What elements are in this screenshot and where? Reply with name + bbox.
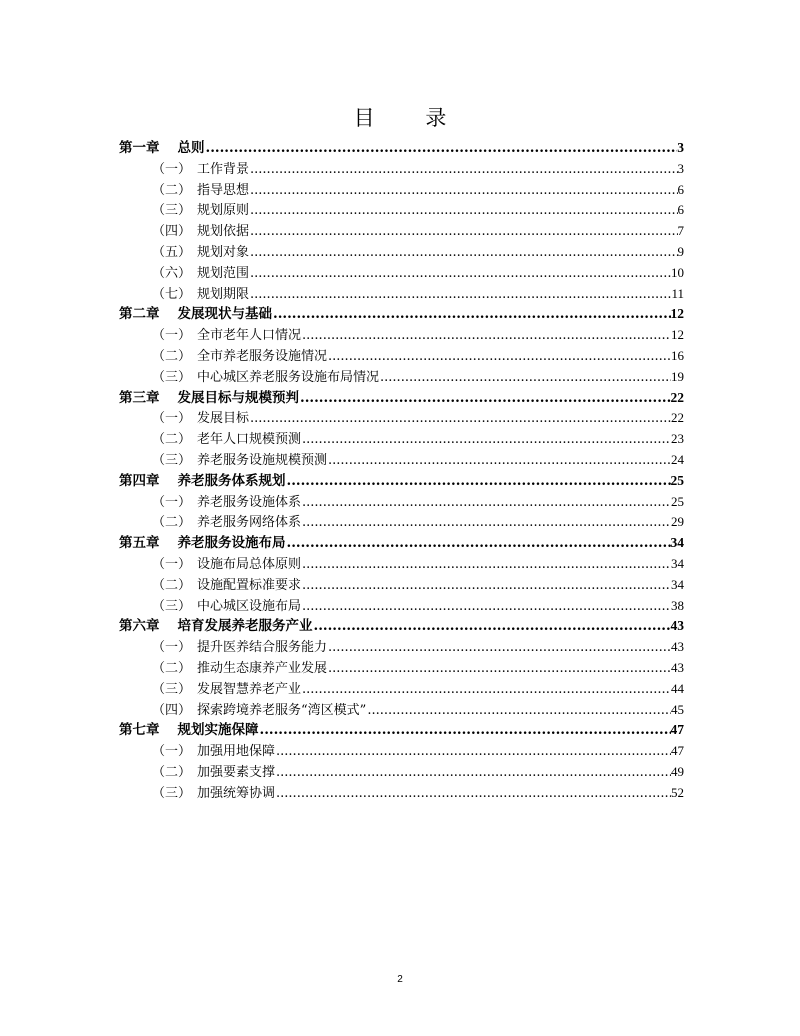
toc-entry-page: 38 — [671, 597, 684, 613]
toc-entry-label — [119, 471, 286, 492]
toc-entry-text: 推动生态康养产业发展 — [197, 660, 328, 676]
toc-dot-leader — [286, 471, 671, 492]
toc-entry-page: 45 — [671, 701, 684, 717]
toc-entry-text: 培育发展养老服务产业 — [177, 618, 313, 635]
toc-entry-label — [152, 264, 249, 284]
toc-entry-number: （三） — [152, 203, 192, 219]
toc-dot-leader — [301, 326, 671, 346]
toc-section-entry[interactable] — [119, 700, 684, 721]
toc-chapter-entry[interactable] — [119, 471, 684, 492]
toc-chapter-entry[interactable] — [119, 304, 684, 325]
toc-entry-label — [152, 784, 275, 804]
toc-section-entry[interactable] — [119, 200, 684, 221]
toc-entry-page: 12 — [671, 327, 684, 343]
toc-entry-number: （二） — [152, 515, 192, 531]
toc-section-entry[interactable] — [119, 325, 684, 346]
toc-section-entry[interactable] — [119, 596, 684, 617]
toc-dot-leader — [327, 638, 671, 658]
toc-entry-number: 第七章 — [119, 722, 160, 739]
toc-entry-number: （三） — [152, 452, 192, 468]
toc-chapter-entry[interactable] — [119, 720, 684, 741]
toc-section-entry[interactable] — [119, 367, 684, 388]
toc-entry-number: （二） — [152, 432, 192, 448]
toc-entry-label — [152, 742, 275, 762]
toc-entry-page: 25 — [670, 472, 684, 488]
toc-section-entry[interactable] — [119, 284, 684, 305]
toc-entry-page: 10 — [671, 264, 684, 280]
toc-entry-number: （三） — [152, 785, 192, 801]
toc-entry-text: 养老服务设施体系 — [197, 494, 302, 510]
toc-entry-text: 老年人口规模预测 — [197, 432, 302, 448]
toc-entry-page: 3 — [677, 140, 684, 155]
toc-entry-number: （一） — [152, 556, 192, 572]
toc-entry-text: 加强用地保障 — [197, 744, 276, 760]
toc-entry-number: （一） — [152, 744, 192, 760]
toc-dot-leader — [327, 347, 671, 367]
toc-entry-label — [152, 285, 249, 305]
toc-entry-page: 7 — [677, 223, 684, 239]
toc-dot-leader — [313, 616, 671, 637]
toc-dot-leader — [301, 555, 671, 575]
toc-entry-label — [119, 720, 259, 741]
toc-entry-label — [119, 616, 313, 637]
toc-entry-label — [152, 701, 366, 721]
toc-entry-text: 探索跨境养老服务“湾区模式” — [197, 702, 367, 718]
toc-entry-number: （三） — [152, 369, 192, 385]
toc-entry-label — [152, 451, 327, 471]
toc-entry-number: （一） — [152, 161, 192, 177]
toc-dot-leader — [249, 181, 677, 201]
toc-dot-leader — [301, 576, 671, 596]
toc-entry-label — [152, 222, 249, 242]
toc-entry-number: （三） — [152, 598, 192, 614]
toc-entry-text: 发展目标与规模预判 — [177, 389, 299, 406]
toc-entry-number: 第四章 — [119, 472, 160, 489]
toc-entry-page: 34 — [671, 576, 684, 592]
toc-dot-leader — [249, 222, 677, 242]
toc-entry-label — [152, 597, 301, 617]
toc-section-entry[interactable] — [119, 408, 684, 429]
toc-dot-leader — [301, 493, 671, 513]
toc-entry-number: 第五章 — [119, 535, 160, 552]
toc-dot-leader — [249, 160, 677, 180]
toc-dot-leader — [301, 430, 671, 450]
toc-entry-label — [152, 555, 301, 575]
toc-entry-page: 47 — [670, 722, 684, 738]
toc-dot-leader — [259, 720, 671, 741]
toc-section-entry[interactable] — [119, 679, 684, 700]
page-number: 2 — [397, 974, 403, 985]
toc-entry-label — [152, 680, 301, 700]
toc-entry-number: （二） — [152, 182, 192, 198]
toc-entry-page: 6 — [677, 202, 684, 218]
toc-dot-leader — [275, 742, 671, 762]
toc-entry-text: 规划依据 — [197, 224, 250, 240]
toc-entry-text: 养老服务设施规模预测 — [197, 452, 328, 468]
toc-entry-text: 规划实施保障 — [177, 722, 259, 739]
toc-section-entry[interactable] — [119, 575, 684, 596]
toc-entry-label — [119, 304, 272, 325]
toc-entry-label — [152, 409, 249, 429]
toc-entry-label — [152, 430, 301, 450]
toc-dot-leader — [249, 409, 671, 429]
toc-dot-leader — [272, 304, 671, 325]
toc-entry-page: 19 — [671, 368, 684, 384]
toc-entry-number: 第二章 — [119, 306, 160, 323]
toc-dot-leader — [301, 597, 671, 617]
toc-section-entry[interactable] — [119, 263, 684, 284]
toc-entry-text: 提升医养结合服务能力 — [197, 640, 328, 656]
toc-entry-number: （一） — [152, 494, 192, 510]
toc-entry-number: （七） — [152, 286, 192, 302]
toc-section-entry[interactable] — [119, 658, 684, 679]
toc-dot-leader — [249, 264, 671, 284]
toc-entry-page: 6 — [677, 181, 684, 197]
toc-entry-label — [152, 326, 301, 346]
toc-entry-label — [152, 368, 379, 388]
toc-section-entry[interactable] — [119, 429, 684, 450]
toc-entry-page: 43 — [671, 659, 684, 675]
toc-dot-leader — [205, 138, 678, 159]
toc-chapter-entry[interactable] — [119, 138, 684, 159]
toc-entry-page: 43 — [671, 639, 684, 655]
toc-entry-label — [152, 576, 301, 596]
toc-entry-number: （二） — [152, 764, 192, 780]
toc-entry-page: 44 — [671, 680, 684, 696]
toc-entry-page: 24 — [671, 451, 684, 467]
toc-dot-leader — [301, 680, 671, 700]
toc-entry-number: （一） — [152, 640, 192, 656]
toc-entry-page: 29 — [671, 514, 684, 530]
toc-entry-text: 规划对象 — [197, 244, 250, 260]
toc-entry-page: 52 — [671, 784, 684, 800]
toc-section-entry[interactable] — [119, 221, 684, 242]
toc-entry-number: （四） — [152, 702, 192, 718]
toc-entry-page: 25 — [671, 493, 684, 509]
toc-entry-number: （三） — [152, 681, 192, 697]
toc-entry-page: 43 — [670, 618, 684, 634]
toc-entry-page: 12 — [670, 306, 684, 322]
toc-entry-page: 23 — [671, 431, 684, 447]
toc-entry-number: 第六章 — [119, 618, 160, 635]
toc-entry-label — [119, 388, 299, 409]
toc-entry-number: （一） — [152, 328, 192, 344]
table-of-contents — [119, 138, 684, 804]
toc-entry-label — [152, 243, 249, 263]
toc-entry-label — [152, 347, 327, 367]
toc-entry-text: 养老服务设施布局 — [177, 535, 286, 552]
toc-entry-text: 全市老年人口情况 — [197, 328, 302, 344]
toc-section-entry[interactable] — [119, 180, 684, 201]
toc-section-entry[interactable] — [119, 346, 684, 367]
toc-dot-leader — [327, 451, 671, 471]
toc-section-entry[interactable] — [119, 492, 684, 513]
toc-dot-leader — [379, 368, 671, 388]
toc-section-entry[interactable] — [119, 512, 684, 533]
toc-entry-text: 工作背景 — [197, 161, 250, 177]
toc-chapter-entry[interactable] — [119, 533, 684, 554]
toc-entry-number: （二） — [152, 660, 192, 676]
toc-entry-label — [152, 160, 249, 180]
toc-entry-label — [119, 138, 205, 159]
toc-entry-text: 加强要素支撑 — [197, 764, 276, 780]
toc-entry-text: 发展现状与基础 — [177, 306, 272, 323]
toc-entry-text: 中心城区设施布局 — [197, 598, 302, 614]
toc-entry-label — [152, 638, 327, 658]
toc-dot-leader — [275, 784, 671, 804]
toc-entry-text: 中心城区养老服务设施布局情况 — [197, 369, 380, 385]
toc-entry-number: （二） — [152, 577, 192, 593]
toc-entry-label — [119, 533, 286, 554]
toc-entry-number: 第三章 — [119, 389, 160, 406]
toc-entry-text: 指导思想 — [197, 182, 250, 198]
toc-section-entry[interactable] — [119, 159, 684, 180]
toc-dot-leader — [327, 659, 671, 679]
toc-entry-label — [152, 763, 275, 783]
toc-entry-number: （五） — [152, 244, 192, 260]
toc-entry-page: 34 — [670, 535, 684, 551]
toc-entry-number: （四） — [152, 224, 192, 240]
toc-entry-label — [152, 513, 301, 533]
toc-dot-leader — [249, 243, 677, 263]
toc-entry-text: 总则 — [177, 140, 205, 156]
toc-title: 目 录 — [353, 106, 469, 130]
toc-dot-leader — [249, 285, 671, 305]
toc-entry-number: 第一章 — [119, 140, 160, 156]
toc-dot-leader — [366, 701, 671, 721]
toc-chapter-entry[interactable] — [119, 616, 684, 637]
toc-entry-page: 3 — [677, 160, 684, 176]
toc-entry-number: （一） — [152, 411, 192, 427]
toc-dot-leader — [249, 201, 677, 221]
toc-entry-text: 发展智慧养老产业 — [197, 681, 302, 697]
toc-entry-page: 47 — [671, 743, 684, 759]
toc-section-entry[interactable] — [119, 637, 684, 658]
toc-entry-text: 设施配置标准要求 — [197, 577, 302, 593]
toc-entry-label — [152, 659, 327, 679]
toc-entry-number: （六） — [152, 265, 192, 281]
toc-entry-label — [152, 201, 249, 221]
toc-section-entry[interactable] — [119, 242, 684, 263]
toc-entry-number: （二） — [152, 348, 192, 364]
toc-entry-page: 11 — [671, 285, 684, 301]
toc-section-entry[interactable] — [119, 762, 684, 783]
toc-entry-page: 34 — [671, 555, 684, 571]
toc-entry-page: 49 — [671, 763, 684, 779]
toc-entry-text: 养老服务网络体系 — [197, 515, 302, 531]
toc-entry-page: 9 — [677, 243, 684, 259]
toc-dot-leader — [275, 763, 671, 783]
toc-entry-text: 规划期限 — [197, 286, 250, 302]
toc-section-entry[interactable] — [119, 741, 684, 762]
toc-entry-text: 规划范围 — [197, 265, 250, 281]
toc-entry-page: 16 — [671, 347, 684, 363]
toc-dot-leader — [286, 533, 671, 554]
toc-entry-label — [152, 493, 301, 513]
toc-entry-label — [152, 181, 249, 201]
toc-section-entry[interactable] — [119, 783, 684, 804]
toc-chapter-entry[interactable] — [119, 388, 684, 409]
toc-entry-text: 养老服务体系规划 — [177, 472, 286, 489]
toc-entry-page: 22 — [671, 410, 684, 426]
toc-entry-text: 全市养老服务设施情况 — [197, 348, 328, 364]
toc-entry-text: 设施布局总体原则 — [197, 556, 302, 572]
toc-entry-page: 22 — [670, 389, 684, 405]
toc-entry-text: 加强统筹协调 — [197, 785, 276, 801]
toc-entry-text: 规划原则 — [197, 203, 250, 219]
toc-dot-leader — [301, 513, 671, 533]
toc-section-entry[interactable] — [119, 450, 684, 471]
toc-entry-text: 发展目标 — [197, 411, 250, 427]
toc-section-entry[interactable] — [119, 554, 684, 575]
toc-dot-leader — [299, 388, 671, 409]
